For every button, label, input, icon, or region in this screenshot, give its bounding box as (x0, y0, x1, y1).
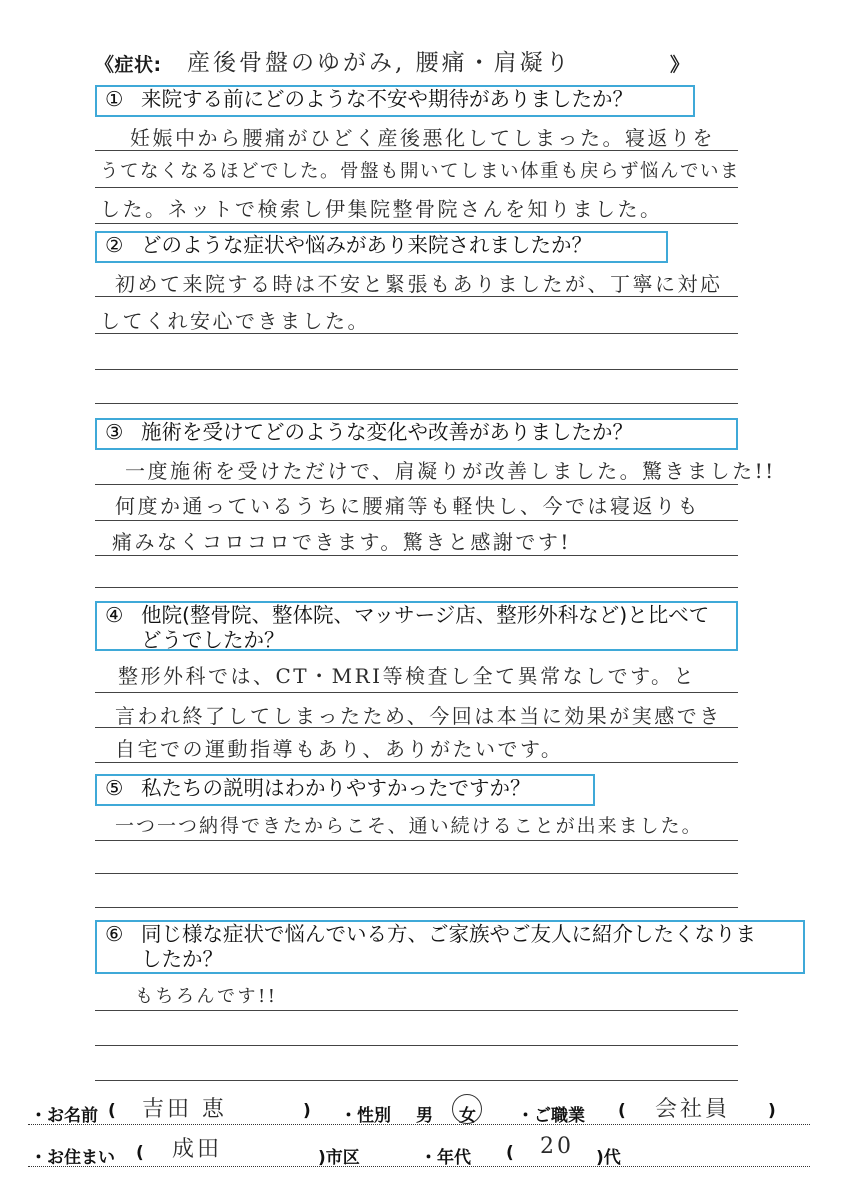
address-value: 成田 (172, 1137, 223, 1162)
ruled-line (95, 555, 738, 556)
symptom-close-bracket: 》 (670, 54, 690, 76)
answer-1-line-1: 妊娠中から腰痛がひどく産後悪化してしまった。寝返りを (130, 126, 715, 150)
ruled-line (95, 296, 738, 297)
ruled-line (95, 520, 738, 521)
question-6-text: 同じ様な症状で悩んでいる方、ご家族やご友人に紹介したくなりましたか？ (141, 922, 756, 971)
question-1-box (95, 85, 695, 117)
gender-male: 男 (416, 1106, 433, 1126)
age-suffix: )代 (596, 1148, 621, 1168)
ruled-line (95, 692, 738, 693)
age-open-paren: ( (506, 1143, 514, 1163)
question-3-text: 施術を受けてどのような変化や改善がありましたか？ (141, 420, 633, 444)
question-6-number: ⑥ (105, 922, 124, 946)
ruled-line (95, 840, 738, 841)
answer-4-line-3: 自宅での運動指導もあり、ありがたいです。 (115, 737, 564, 761)
ruled-line (95, 223, 738, 224)
ruled-line (95, 187, 738, 188)
gender-label: ・性別 (340, 1106, 391, 1126)
question-2-text: どのような症状や悩みがあり来院されましたか？ (141, 233, 592, 257)
answer-2-line-1: 初めて来院する時は不安と緊張もありましたが、丁寧に対応 (115, 272, 723, 296)
answer-4-line-2: 言われ終了してしまったため、今回は本当に効果が実感でき (115, 704, 722, 728)
ruled-line (95, 484, 738, 485)
question-4-text: 他院(整骨院、整体院、マッサージ店、整形外科など)と比べてどうでしたか？ (141, 603, 710, 652)
address-open-paren: ( (136, 1143, 144, 1163)
age-value: 20 (540, 1134, 574, 1159)
question-3-number: ③ (105, 420, 124, 444)
answer-6-line-1: もちろんです!! (135, 986, 278, 1007)
question-2-number: ② (105, 233, 124, 257)
answer-5-line-1: 一つ一つ納得できたからこそ、通い続けることが出来ました。 (115, 815, 703, 837)
ruled-line (95, 727, 738, 728)
footer-line-1 (28, 1124, 810, 1125)
address-suffix: )市区 (318, 1148, 360, 1168)
job-value: 会社員 (655, 1097, 731, 1122)
question-5-text: 私たちの説明はわかりやすかったですか？ (141, 776, 531, 800)
question-2-box (95, 231, 668, 263)
job-label: ・ご職業 (517, 1106, 585, 1126)
age-label: ・年代 (420, 1148, 471, 1168)
answer-4-line-1: 整形外科では、CT・MRI等検査し全て異常なしです。と (118, 664, 696, 688)
question-1-text: 来院する前にどのような不安や期待がありましたか？ (141, 87, 633, 111)
job-close-paren: ) (768, 1101, 776, 1121)
name-open-paren: ( (108, 1101, 116, 1121)
ruled-line (95, 1010, 738, 1011)
symptom-row (95, 44, 695, 78)
question-6-box (95, 920, 805, 974)
question-4-box (95, 601, 738, 651)
question-4-number: ④ (105, 603, 124, 627)
symptom-value: 産後骨盤のゆがみ, 腰痛・肩凝り (187, 50, 572, 76)
ruled-line (95, 1045, 738, 1046)
answer-3-line-2: 何度か通っているうちに腰痛等も軽快し、今では寝返りも (115, 494, 700, 518)
ruled-line (95, 587, 738, 588)
job-open-paren: ( (618, 1101, 626, 1121)
answer-2-line-2: してくれ安心できました。 (100, 309, 370, 333)
address-label: ・お住まい (30, 1148, 115, 1168)
footer-line-2 (28, 1166, 810, 1167)
answer-3-line-3: 痛みなくコロコロできます。驚きと感謝です! (112, 530, 571, 554)
ruled-line (95, 369, 738, 370)
answer-1-line-2: うてなくなるほどでした。骨盤も開いてしまい体重も戻らず悩んでいま (100, 161, 741, 182)
ruled-line (95, 1080, 738, 1081)
question-5-box (95, 774, 595, 806)
question-3-box (95, 418, 738, 450)
question-5-number: ⑤ (105, 776, 124, 800)
answer-3-line-1: 一度施術を受けただけで、肩凝りが改善しました。驚きました!! (125, 459, 776, 483)
symptom-label: 《症状: (95, 54, 162, 76)
name-label: ・お名前 (30, 1106, 98, 1126)
ruled-line (95, 333, 738, 334)
gender-female: 女 (459, 1106, 476, 1126)
answer-1-line-3: した。ネットで検索し伊集院整骨院さんを知りました。 (100, 197, 663, 221)
ruled-line (95, 907, 738, 908)
ruled-line (95, 403, 738, 404)
ruled-line (95, 762, 738, 763)
name-value: 吉田 恵 (142, 1097, 227, 1122)
ruled-line (95, 873, 738, 874)
name-close-paren: ) (303, 1101, 311, 1121)
question-1-number: ① (105, 87, 124, 111)
ruled-line (95, 150, 738, 151)
